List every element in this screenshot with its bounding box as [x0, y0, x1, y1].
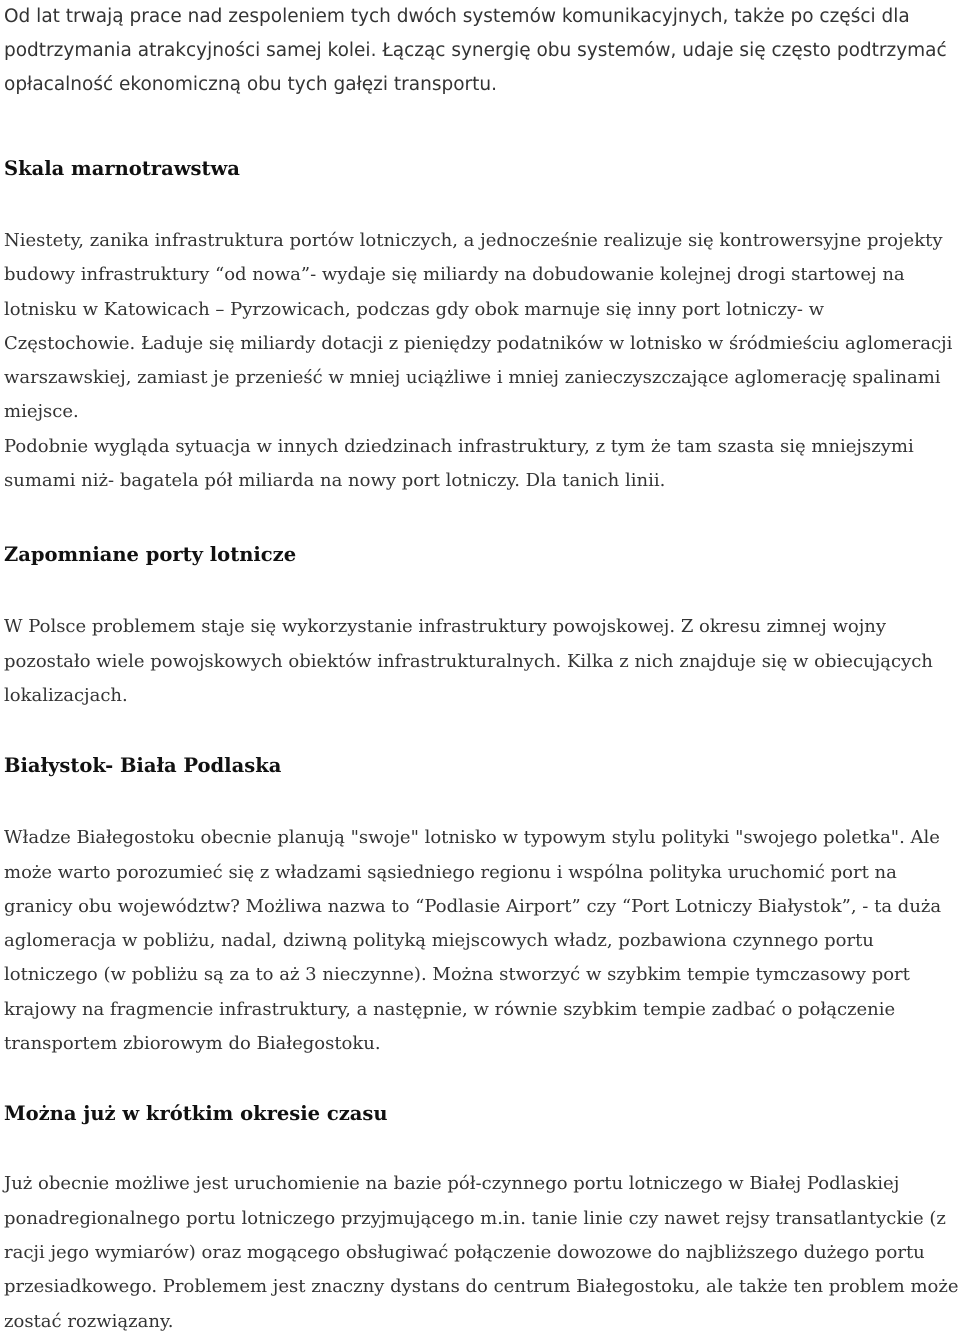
document-page	[4, 0, 960, 1339]
section-heading-krotki-okres: Można już w krótkim okresie czasu	[4, 1102, 388, 1126]
section-heading-bialystok: Białystok- Biała Podlaska	[4, 754, 282, 778]
section-heading-zapomniane: Zapomniane porty lotnicze	[4, 543, 297, 567]
paragraph-zapomniane: W Polsce problemem staje się wykorzystanie infrastruktury powojskowej. Z okresu zimnej wojny pozostało wiele powojskowych obiektów infrastrukturalnych. Kilka z nich znajduje się w obiecujących lokalizacjach.	[4, 616, 933, 706]
paragraph-bialystok: Władze Białegostoku obecnie planują "swoje" lotnisko w typowym stylu polityki "swojego poletka". Ale może warto porozumieć się z władzami sąsiedniego regionu i wspólna polityka uruchomić port na granicy obu województw? Możliwa nazwa to “Podlasie Airport” czy “Port Lotniczy Białystok”, - ta duża aglomeracja w pobliżu, nadal, dziwną polityką miejscowych władz, pozbawiona czynnego portu lotniczego (w pobliżu są za to aż 3 nieczynne). Można stworzyć w szybkim tempie tymczasowy port krajowy na fragmencie infrastruktury, a następnie, w równie szybkim tempie zadbać o połączenie transportem zbiorowym do Białegostoku.	[4, 827, 942, 1055]
paragraph-krotki-okres: Już obecnie możliwe jest uruchomienie na bazie pół-czynnego portu lotniczego w Białej Podlaskiej ponadregionalnego portu lotniczego przyjmującego m.in. tanie linie czy nawet rejsy transatlantyckie (z racji jego wymiarów) oraz mogącego obsługiwać połączenie dowozowe do najbliższego dużego portu przesiadkowego. Problemem jest znaczny dystans do centrum Białegostoku, ale także ten problem może zostać rozwiązany.	[4, 1173, 959, 1332]
intro-paragraph: Od lat trwają prace nad zespoleniem tych dwóch systemów komunikacyjnych, także po części dla podtrzymania atrakcyjności samej kolei. Łącząc synergię obu systemów, udaje się często podtrzymać opłacalność ekonomiczną obu tych gałęzi transportu.	[4, 6, 947, 95]
paragraph-skala-1: Niestety, zanika infrastruktura portów lotniczych, a jednocześnie realizuje się kontrowersyjne projekty budowy infrastruktury “od nowa”- wydaje się miliardy na dobudowanie kolejnej drogi startowej na lotnisku w Katowicach – Pyrzowicach, podczas gdy obok marnuje się inny port lotniczy- w Częstochowie. Ładuje się miliardy dotacji z pieniędzy podatników w lotnisko w śródmieściu aglomeracji warszawskiej, zamiast je przenieść w mniej uciążliwe i mniej zanieczyszczające aglomerację spalinami miejsce.	[4, 230, 953, 423]
paragraph-skala-2: Podobnie wygląda sytuacja w innych dziedzinach infrastruktury, z tym że tam szasta się mniejszymi sumami niż- bagatela pół miliarda na nowy port lotniczy. Dla tanich linii.	[4, 435, 914, 492]
section-heading-skala: Skala marnotrawstwa	[4, 157, 240, 180]
